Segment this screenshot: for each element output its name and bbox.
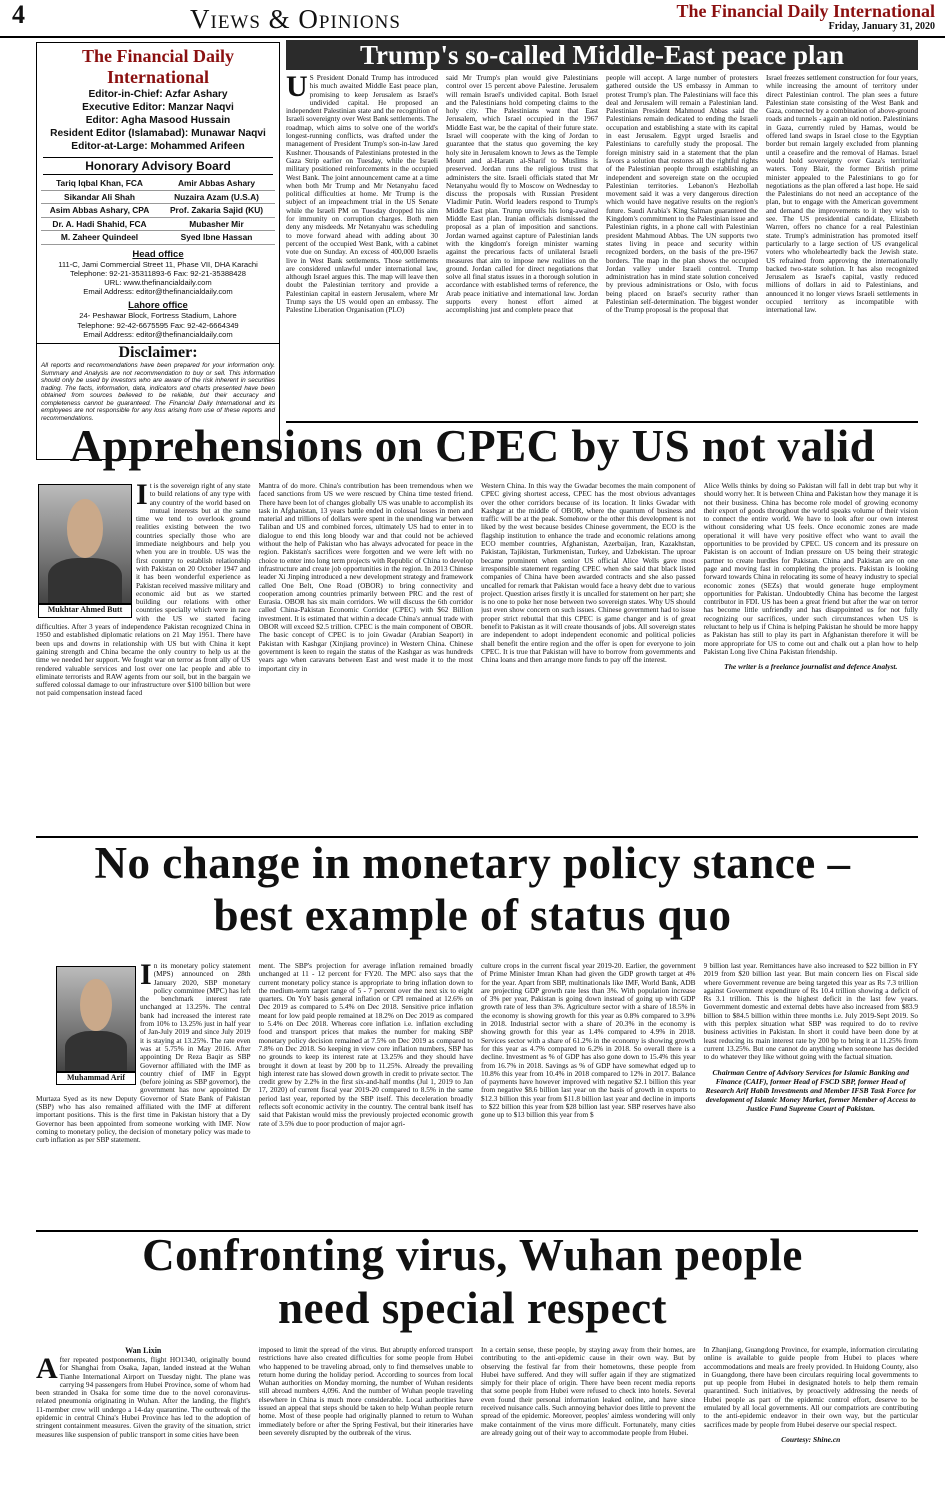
column-text: 9 billion last year. Remittances have also increased to $22 billion in FY 2019 from $20 billion last year. But main concern lies on Fiscal side where Government revenue are being targeted this year as Rs 7.3 trillion against Government expenditure of Rs 10.4 trillion showing a deficit of Rs 3.1 trillion. This is the highest deficit in the last few years. Government domestic and external debts have also increased from $83.9 billion to $84.5 billion within three months i.e. July 2019-Sept 2019. So with this perplex situation what SBP was required to do to revive business activities in Pakistan. In short it could have been done by at least reducing its main interest rate by 200 bp to bring it at 11.25% from current 13.25%. But one cannot do anything when someone has decided to do whatever they like without going with the factual situation. (703, 962, 918, 1062)
header-rule (0, 36, 945, 38)
byline: Wan Lixin (125, 1346, 162, 1355)
lahore-office-address (37, 311, 279, 339)
lahore-office-title: Lahore office (128, 300, 188, 312)
info-line: Nuzaira Azam (U.S.A) (158, 191, 275, 205)
monetary-headline-line1: No change in monetary policy stance – (94, 838, 851, 888)
article-column (36, 1346, 251, 1498)
article-column (259, 962, 474, 1226)
monetary-article-body (36, 962, 918, 1226)
info-line: Sikandar Ali Shah (41, 191, 158, 205)
cpec-author-caption: Mukhtar Ahmed Butt (38, 604, 132, 618)
page-number: 4 (12, 0, 25, 29)
board-left-column (41, 177, 158, 245)
column-text: Alice Wells thinks by doing so Pakistan will fall in debt trap but why it should worry her. It is between China and Pakistan how they manage it is not their business. China has become role model of growing economy their export of goods throughout the world speaks volume of their vision to connect the entire world. We have to look after our own interest without considering what US feels. Once economic zones are made operational it will have very positive effect who want to avail the opportunities to be provided by CPEC. US concern and its pressure on Pakistan is on account of Indian pressure on US being their strategic partner to create hurdles for Pakistan. China and Pakistan are on one page and moving fast in completing the projects. Pakistan is looking forward towards China in relocating its some of heavy industry to special economic zones (SEZs) that would generate huge employment opportunities for Pakistan. Undoubtedly China has become the largest contributor in FDI. US has been a great friend but after the war on terror has become little unfriendly and has disappointed us for not fully recognizing our sacrifices, under such circumstances when US is reluctant to help us if China is helping Pakistan he should be more happy as Pakistan has still to play its part in Afghanistan therefore it will be more appropriate for US to come out and chalk out a plan how to help Pakistan Long live China Pakistan friendship. (703, 482, 918, 656)
writer-credit: The writer is a freelance journalist and defence Analyst. (724, 662, 898, 672)
article-column (36, 962, 251, 1226)
column-text: fter repeated postponements, flight HO1340, originally bound for Shanghai from Osaka, Japan, landed instead at the Wuhan Tianhe International Airport on Tuesday night. The plane was carrying 94 passengers from Hubei Province, some of whom had been stranded in Osaka for some time due to the novel coronavirus-related pneumonia originating in Wuhan. After the landing, the flight's 11-member crew will undergo a 14-day quarantine. The outbreak of the epidemic in central China's Hubei Province has led to the adoption of stringent containment measures. Given the gravity of the situation, strict measures like suspension of public transport in some cities have been (36, 1355, 251, 1439)
info-line: Amir Abbas Ashary (158, 177, 275, 191)
section-title: Views & Opinions (190, 4, 401, 34)
drop-cap: I (140, 962, 152, 991)
article-column (259, 1346, 474, 1498)
wuhan-headline-line1: Confronting virus, Wuhan people (142, 1230, 803, 1280)
article-column (606, 74, 758, 418)
trump-article-body (286, 74, 918, 418)
editorial-infobox (36, 42, 280, 460)
info-line: 111-C, Jami Commercial Street 11, Phase VII, DHA Karachi (58, 259, 258, 269)
issue-date: Friday, January 31, 2020 (828, 21, 935, 32)
article-column (36, 482, 251, 832)
cpec-headline: Apprehensions on CPEC by US not valid (69, 421, 876, 471)
article-column (446, 74, 598, 418)
info-line: Executive Editor: Manzar Naqvi (82, 102, 234, 113)
article-column (286, 74, 438, 418)
drop-cap: I (136, 482, 148, 511)
column-text: people will accept. A large number of protesters gathered outside the US embassy in Amman to protest Trump's plan. The Palestinians will face this deal and Jerusalem will remain a Palestinian land. Palestinian President Mahmoud Abbas said the Palestinians remain dedicated to ending the Israeli occupation and establishing a state with its capital in east Jerusalem. Egypt urged Israelis and Palestinians to carefully study the proposal. The foreign ministry said in a statement that the plan favors a solution that restores all the rightful rights of the Palestinian people through establishing an independent and sovereign state on the occupied Palestinian territories. Lebanon's Hezbollah movement said it was a very dangerous direction which would have negative results on the region's future. Saudi Arabia's King Salman guaranteed the Kingdom's commitment to the Palestinian issue and Palestinian rights, in a phone call with Palestinian president Mahmoud Abbas. The UN supports two states living in peace and security within recognized borders, on the basis of the pre-1967 borders. The map in the plan shows the occupied Jordan valley under Israeli control. Trump administration has in mind state solution conceived by previous administrations or Oslo, with focus being placed on Israel's security rather than Palestinian self-determination. The biggest wonder of the Trump proposal is the proposal that (606, 74, 758, 315)
page-header (0, 0, 945, 38)
info-line: Editor: Agha Masood Hussain (85, 115, 231, 126)
article-column (259, 482, 474, 832)
board-right-column (158, 177, 275, 245)
article-column (481, 962, 696, 1226)
drop-cap: U (286, 74, 308, 103)
article-column (704, 962, 919, 1226)
info-line: URL: www.thefinancialdaily.com (104, 277, 212, 287)
cpec-article-body (36, 482, 918, 832)
editor-list (37, 88, 279, 153)
monetary-author-caption: Muhammad Arif (56, 1072, 136, 1085)
column-text: culture crops in the current fiscal year 2019-20. Earlier, the government of Prime Minister Imran Khan had given the GDP growth target at 4% for the year. Apart from SBP, multinationals like IMF, World Bank, ADB are projecting GDP growth rate less than 3%. With population increase of 3% per year, Pakistan is going down instead of going up with GDP growth rate of less than 3%. Agriculture sector with a share of 18.5% in the economy is showing growth for this year as 0.8% compared to 3.9% in 2018. Industrial sector with a share of 20.3% in the economy is showing growth for this year as 1.4% compared to 4.9% in 2018. Services sector with a share of 61.2% in the economy is showing growth for this year as 4.7% compared to 6.2% in 2018. So overall there is a decline. Investment as % of GDP has also gone down to 15.4% this year from 16.7% in 2018. Savings as % of GDP have somewhat edged up to 10.8% this year from 10.4% in 2018 compared to 12% in 2017. Balance of payments have however improved with negative $2.1 billion this year from negative $8.6 billion last year on the basis of growth in exports to $12.3 billion this year from $11.8 billion last year and decline in imports to $22 billion this year from $28 billion last year. SBP reserves have also gone up to $13 billion this year from $ (481, 962, 696, 1120)
monetary-headline-line2: best example of status quo (213, 890, 732, 940)
paper-name: The Financial Daily International (81, 46, 234, 87)
column-text: imposed to limit the spread of the virus. But abruptly enforced transport restrictions have also created difficulties for some people from Hubei who happened to be traveling abroad, only to find themselves unable to return home during the holiday period. According to sources from local Wuhan authorities on Monday morning, the number of Wuhan residents still abroad numbers 4,096. And the number of Wuhan people traveling elsewhere in China is much more considerable. Local authorities have issued an appeal that steps should be taken to help Wuhan people return home. Most of these people had originally planned to return to Wuhan immediately before or after the Spring Festival, but their itineraries have been severely disrupted by the outbreak of the virus. (258, 1346, 473, 1437)
writer-credit: Courtesy: Shine.cn (781, 1434, 841, 1444)
info-line: Email Address: editor@thefinancialdaily.com (83, 329, 233, 339)
wuhan-headline-line2: need special respect (277, 1283, 668, 1333)
info-line: Telephone: 92-21-35311893-6 Fax: 92-21-35388428 (70, 268, 246, 278)
writer-credit: Chairman Centre of Advisory Services for Islamic Banking and Finance (CAIF), former Head of FSCD SBP, former Head of Research Arif Habib Investments and Member IFSB Task Force for development of Islamic Money Market, former Member of Access to Justice Fund Supreme Court of Pakistan. (705, 1067, 916, 1113)
info-line: Editor-in-Chief: Azfar Ashary (88, 89, 228, 100)
column-text: In a certain sense, these people, by staying away from their homes, are contributing to the anti-epidemic cause in their own way. But by observing the festival far from their hometowns, these people from Hubei have suffered. And they will suffer again if they are stigmatized simply for their place of origin. There have been recent media reports that some people from Hubei were refused to check into hotels. Several even found their personal information leaked online, and have since received nuisance calls. Such annoying behavior does little to prevent the spread of the epidemic. Moreover, peoples' aimless wondering will only make containment of the virus more difficult. Fortunately, many cities are already going out of their way to accommodate people from Hubei. (481, 1346, 696, 1437)
info-line: Prof. Zakaria Sajid (KU) (158, 204, 275, 218)
article-column (704, 1346, 919, 1498)
column-text: n its monetary policy statement (MPS) announced on 28th January 2020, SBP monetary policy committee (MPC) has left the benchmark interest rate unchanged at 13.25%. The central bank had increased the interest rate from 10% to 13.25% just in half year of Jan-July 2019 and since July 2019 it is staying at 13.25%. The rate even was at 5.75% in May 2016. After appointing Dr Reza Baqir as SBP Governor affiliated with the IMF as country chief of IMF in Egypt (before joining as SBP governor), the government has now appointed Dr Murtaza Syed as its new Deputy Governor of State Bank of Pakistan (SBP) who has also remained affiliated with the IMF at different important positions. This is the first time in Pakistan history that a Dy Governor has been appointed from someone working with IMF. Now coming to monetary policy, the decision of monetary policy was made to curb inflation as per SBP statement. (36, 962, 251, 1145)
trump-headline: Trump's so-called Middle-East peace plan (286, 40, 918, 70)
masthead: The Financial Daily International (676, 1, 935, 21)
board-title: Honorary Advisory Board (43, 157, 273, 175)
info-line: Editor-at-Large: Mohammed Arifeen (71, 141, 245, 152)
column-text: Western China. In this way the Gwadar becomes the main component of CPEC giving shortest access, CPEC has the most obvious advantages over the other corridors because of its location. It links Gwadar with Kashgar at the middle of OBOR, where the quantum of business and traffic will be at the peak. Somehow or the other this development is not liked by the west because besides Chinese government, the ECO is the flagship institution to enhance the trade and economic relations among ECO member countries, Afghanistan, Azerbaijan, Iran, Kazakhstan, Pakistan, Tajikistan, Turkmenistan, Turkey, and Uzbekistan. The uproar became prominent when senior US official Alice Wells gave most irresponsible statement regarding CPEC when she said that black listed companies of China have been awarded contracts and she also passed uncalled for remark that Pakistan would face a heavy debt due to various project. Question arises firstly it is uncalled for statement on her part; she is no one to poke her nose between two sovereign states. Why US should just even show concern on such issues. Chinese government had to issue proper strict rebuttal that this CPEC is game changer and is of great benefit to Pakistan as it will create thousands of jobs. All sovereign states are independent to adopt independent economic and political policies shall benefit the entire region and the offer is open for everyone to join CPEC. It is true that Pakistan will have to borrow from governments and China loans and then arrange more funds to pay off the interest. (481, 482, 696, 665)
column-text: Israel freezes settlement construction for four years, while increasing the amount of territory under direct Palestinian control. The plan sees a future Palestinian state consisting of the West Bank and Gaza, connected by a combination of above-ground roads and tunnels - again an old notion. Palestinians in Gaza, currently ruled by Hamas, would be offered land swaps in Israel close to the Egyptian border but remain largely excluded from planning until a ceasefire and the removal of Hamas. Israel would hold sovereignty over Gaza's territorial waters. Tony Blair, the former British prime minister appealed to the Palestinians to go for negotiations as the plan offered a last hope. He said the Palestinians do not need an acceptance of the plan, but to engage with the American government and demand the improvements to it they wish to see. The US presidential candidate, Elizabeth Warren, offers no chance for a real Palestinian state. Trump's administration has promoted itself particularly to a large section of US evangelical voters who wholeheartedly back the Jewish state. US refrained from approving the internationally backed two-state solution. It has also recognized Jerusalem as Israel's capital, vastly reduced millions of dollars in aid to Palestinians, and announced it no longer views Israeli settlements in occupied territory as incompatible with international law. (766, 74, 918, 315)
article-column (481, 1346, 696, 1498)
advisory-board (37, 177, 279, 245)
disclaimer-title: Disclaimer: (37, 343, 279, 362)
info-line: Tariq Iqbal Khan, FCA (41, 177, 158, 191)
head-office-address (37, 260, 279, 297)
info-line: Syed Ibne Hassan (158, 231, 275, 245)
column-text: In Zhanjiang, Guangdong Province, for example, information circulating online is available to guide people from Hubei to places where accommodations and meals are freely provided. In Huidong County, also in Guangdong, there have been circulars requiring local governments to put up people from Hubei in designated hotels to help them remain quarantined. Such initiatives, by proactively addressing the needs of Hubei people as part of the epidemic control effort, deserve to be emulated by all local governments. All our compatriots are contributing to the anti-epidemic endeavor in their own way, but the particular sacrifices made by people from Hubei deserve our special respect. (703, 1346, 918, 1429)
info-line: Email Address: editor@thefinancialdaily.com (83, 287, 233, 297)
article-column (481, 482, 696, 832)
column-text: S President Donald Trump has introduced his much awaited Middle East peace plan, promising to keep Jerusalem as Israel's undivided capital. He proposed an independent Palestinian state and the recognition of Israeli sovereignty over West Bank settlements. The roadmap, which aims to solve one of the world's longest-running conflicts, was drafted under the management of President Trump's son-in-law Jared Kushner. Thousands of Palestinians protested in the Gaza Strip earlier on Tuesday, while the Israeli military positioned reinforcements in the occupied West Bank. The joint announcement came at a time when both Mr Trump and Mr Netanyahu faced political difficulties at home. Mr Trump is the subject of an impeachment trial in the US Senate while the Israeli PM on Tuesday dropped his aim for immunity on corruption charges. Both men deny any misdeeds. Mr Netanyahu was scheduling to move forward ahead with adding about 30 percent of the occupied West Bank, with a cabinet vote due on Sunday. An excess of 400,000 Israelis live in West Bank settlements. Those settlements are considered unlawful under international law, although Israel argues this. The map will leave then doubt the Palestinian territory and provide a Palestinian capital in eastern Jerusalem, where Mr Trump says the US would open an embassy. The Palestine Liberation Organisation (PLO) (286, 74, 438, 315)
article-column (766, 74, 918, 418)
info-line: Telephone: 92-42-6675595 Fax: 92-42-6664349 (77, 320, 239, 330)
wuhan-article-body (36, 1346, 918, 1498)
info-line: M. Zaheer Quindeel (41, 231, 158, 245)
drop-cap: A (36, 1352, 58, 1385)
info-line: 24- Peshawar Block, Fortress Stadium, Lahore (79, 311, 237, 321)
article-column (704, 482, 919, 832)
disclaimer-text: All reports and recommendations have been prepared for your information only. Summary and Analysis are not recommendation to buy or sell. This information should only be used by investors who are aware of the risk inherent in securities trading. The facts, information, data, indicators and charts presented have been obtained from sources believed to be reliable, but their accuracy and completeness cannot be guaranteed. The Financial Daily International and its employees are not responsible for any loss arising from use of these reports and recommendations. (41, 361, 275, 423)
info-line: Mubasher Mir (158, 218, 275, 232)
info-line: Dr. A. Hadi Shahid, FCA (41, 218, 158, 232)
head-office-title: Head office (132, 248, 184, 260)
info-line: Asim Abbas Ashary, CPA (41, 204, 158, 218)
column-text: ment. The SBP's projection for average inflation remained broadly unchanged at 11 - 12 percent for FY20. The MPC also says that the current monetary policy stance is appropriate to bring inflation down to the medium-term target range of 5 - 7 percent over the next six to eight quarters. On YoY basis general inflation or CPI remained at 12.6% on Dec 2019 as compared to 5.4% on Dec 2018. Sensitive price inflation meant for low paid people remained at 18.2% on Dec 2019 as compared to 5.4% on Dec 2018. Whereas core inflation i.e. inflation excluding food and transport prices that makes the number for making SBP monetary policy decision remained at 7.5% on Dec 2019 as compared to 7.8% on Dec 2018. So keeping in view core inflation numbers, SBP has no grounds to keep its interest rate at 13.25% and they should have brought it down at least by 200 bp to 11.25%. Already the prevailing high interest rate has slowed down growth in credit to private sector. The credit grew by 2.2% in the first six-and-half months (Jul 1, 2019 to Jan 17, 2020) of current fiscal year 2019-20 compared to 8.5% in the same period last year, reported by the SBP itself. This deceleration broadly reflects soft economic activity in the country. The central bank itself has said that Pakistan would miss the previously projected economic growth rate of 3.5% due to poor production of major agri- (258, 962, 473, 1128)
column-text: said Mr Trump's plan would give Palestinians control over 15 percent above Palestine. Jerusalem will remain Israel's undivided capital. Both Israel and the Palestinians hold competing claims to the holy city. The Palestinians want that East Jerusalem, which Israel occupied in the 1967 Middle East war, be the capital of their future state. Israel will cooperate with the king of Jordan to guarantee that the status quo governing the key holy site in Jerusalem known to Jews as the Temple Mount and al-Haram al-Sharif to Muslims is preserved. Jordan runs the religious trust that administers the site. Israeli officials stated that Mr Netanyahu would fly to Moscow on Wednesday to discuss the proposals with Russian President Vladimir Putin. World leaders respond to Trump's Middle East plan. Trump unveils his long-awaited Middle East plan. Iranian officials dismissed the proposal as a plan of imposition and sanctions. Jordan warned against capture of Palestinian lands with the kingdom's foreign minister warning against the precarious facts of unilateral Israeli measures that aim to impose new realities on the ground. Jordan called for direct negotiations that solve all final status issues in a thorough solution in accordance with established terms of reference, the Arab peace initiative and international law. Jordan supports every honest effort aimed at accomplishing just and complete peace that (446, 74, 598, 315)
info-line: Resident Editor (Islamabad): Munawar Naqvi (50, 128, 266, 139)
column-text: t is the sovereign right of any state to build relations of any type with any country of the world based on mutual interests but at the same time we tend to overlook ground realities existing between the two countries specially those who are immediate neighbours and help you when you are in trouble. US was the first country to establish relationship with Pakistan on 20 October 1947 and it has been wonderful experience as Pakistan received massive military and economic aid but as we started building our relations with other countries specially which were in race with the US we started facing difficulties. After 3 years of independence Pakistan recognized China in 1950 and established diplomatic relations on 21 May 1951. There have been ups and downs in relationship with US but with China it kept gaining strength and China became the only country to help us at the time we needed her support. We fought war on terror as front ally of US rendered valuable services and lost over one lac people and able to eliminate terrorists and RAW agents from our soil, but in the bargain we suffered colossal damage to our infrastructure over $100 billion but were not paid compensation instead faced (36, 482, 251, 698)
column-text: Mantra of do more. China's contribution has been tremendous when we faced sanctions from US we were rescued by China time tested friend. There have been lot of changes globally US was unable to accomplish its task in Afghanistan, 13 years battle ended in colossal losses in men and material and trillions of dollars were spent in the unending war between Taliban and US and combined forces, ultimately US had to enter in to dialogue to end this long bloody war and that could not be achieved without the help of Pakistan who has always advocated for peace in the region. Pakistan's sacrifices were forgotten and we were left with no choice to enter into long term projects with Republic of China to develop infrastructure and create job opportunities in the region. In 2013 Chinese leader Xi Jinping introduced a new development strategy and framework called One Belt, One Road (OBOR) to bring connectivity and cooperation among countries primarily between PRC and the rest of Eurasia. OBOR has six main corridors. We will discuss the 6th corridor called China-Pakistan Economic Corridor (CPEC) with $62 Billion investment. It is estimated that within a decade China's annual trade with OBOR will exceed $2.5 trillion. CPEC is the main component of OBOR. The basic concept of CPEC is to join Gwadar (Arabian Seaport) in Pakistan with Kashgar (Xinjiang province) in Western China. Chinese government is keen to regain the status of the Kashgar as was hundreds years ago when caravans between East and west made it to the most important city in (258, 482, 473, 673)
